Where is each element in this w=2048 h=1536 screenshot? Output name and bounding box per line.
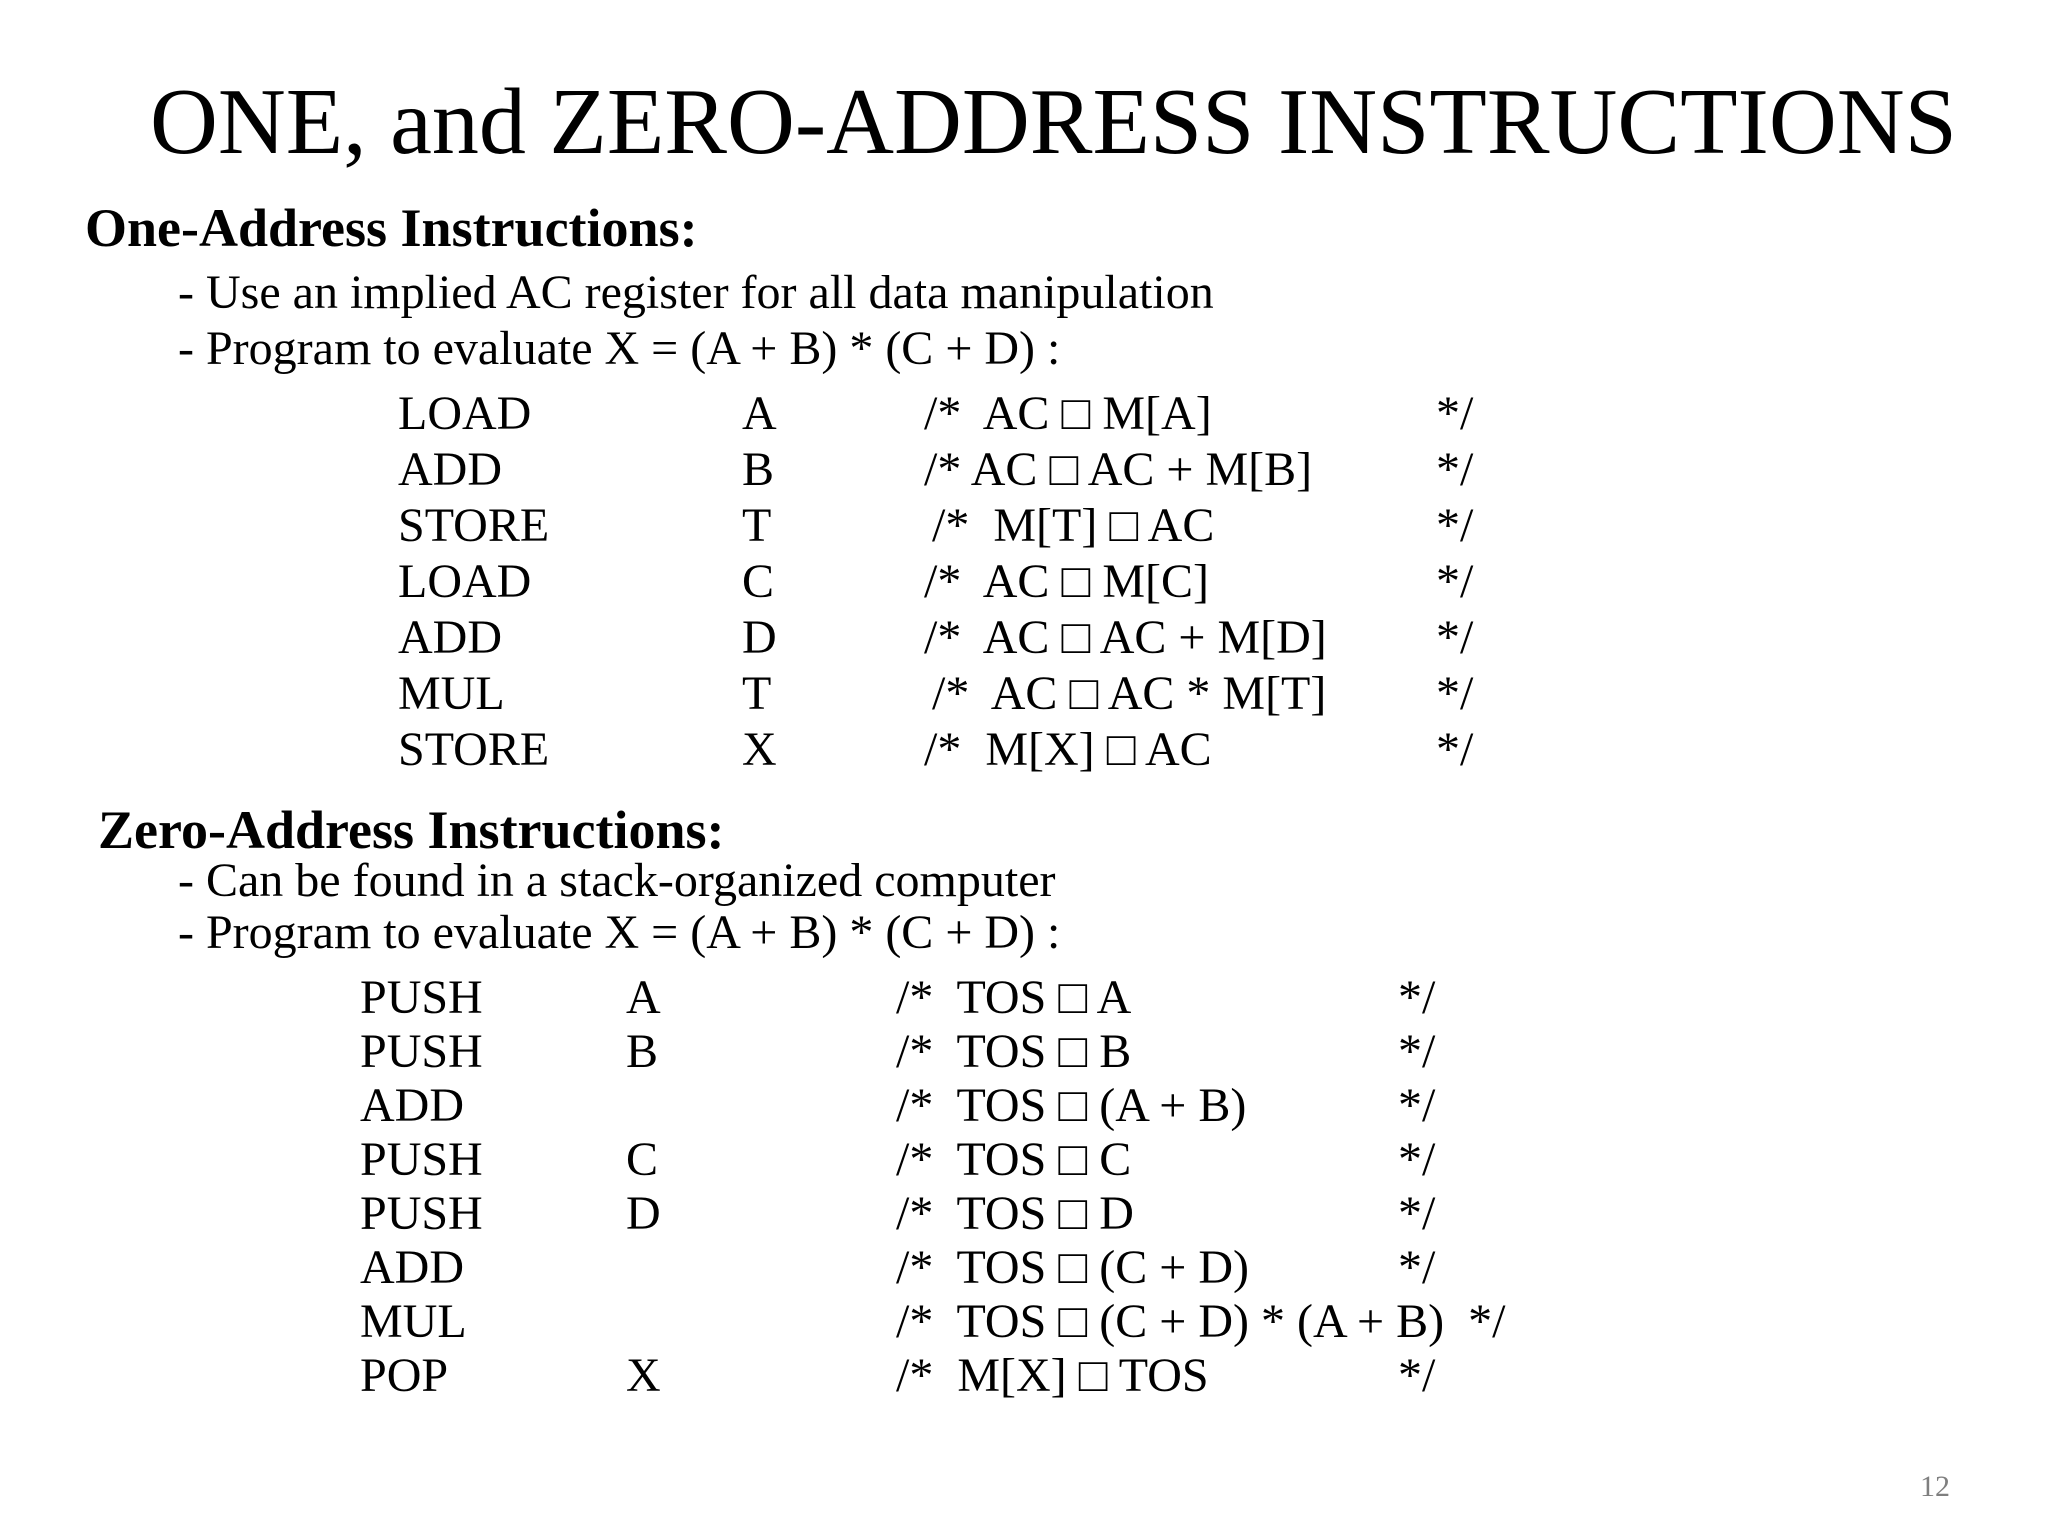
comment-end: */	[1398, 1079, 1436, 1132]
comment: /* AC □ AC + M[D]	[924, 611, 1327, 664]
zero-address-bullet-2: - Program to evaluate X = (A + B) * (C + D) :	[178, 906, 1061, 959]
operand: A	[626, 971, 661, 1024]
operand: A	[742, 387, 777, 440]
comment-end: */	[1436, 611, 1474, 664]
comment-end: */	[1436, 499, 1474, 552]
comment-end: */	[1398, 1025, 1436, 1078]
operand: X	[742, 723, 777, 776]
comment: /* M[T] □ AC	[932, 499, 1215, 552]
comment: /* TOS □ A	[896, 971, 1132, 1024]
comment-end: */	[1436, 443, 1474, 496]
opcode: PUSH	[360, 1133, 483, 1186]
comment-end: */	[1398, 1241, 1436, 1294]
operand: T	[742, 667, 772, 720]
operand: X	[626, 1349, 661, 1402]
opcode: LOAD	[398, 387, 532, 440]
opcode: MUL	[360, 1295, 467, 1348]
comment-end: */	[1436, 667, 1474, 720]
one-address-bullet-1: - Use an implied AC register for all data manipulation	[178, 266, 1214, 319]
opcode: MUL	[398, 667, 505, 720]
opcode: STORE	[398, 499, 550, 552]
comment: /* TOS □ D	[896, 1187, 1134, 1240]
comment-end: */	[1436, 723, 1474, 776]
zero-address-bullet-1: - Can be found in a stack-organized computer	[178, 854, 1056, 907]
operand: T	[742, 499, 772, 552]
operand: C	[742, 555, 775, 608]
comment-end: */	[1398, 971, 1436, 1024]
opcode: ADD	[398, 443, 502, 496]
page-number: 12	[1920, 1470, 1950, 1503]
operand: C	[626, 1133, 659, 1186]
zero-address-heading: Zero-Address Instructions:	[98, 800, 725, 860]
comment: /* TOS □ (C + D)	[896, 1241, 1249, 1294]
operand: B	[742, 443, 775, 496]
comment: /* TOS □ C	[896, 1133, 1132, 1186]
one-address-heading: One-Address Instructions:	[85, 198, 698, 258]
comment: /* M[X] □ TOS	[896, 1349, 1209, 1402]
comment: /* M[X] □ AC	[924, 723, 1212, 776]
comment: /* AC □ AC + M[B]	[924, 443, 1313, 496]
operand: B	[626, 1025, 659, 1078]
operand: D	[626, 1187, 661, 1240]
comment: /* TOS □ B	[896, 1025, 1132, 1078]
slide-title: ONE, and ZERO-ADDRESS INSTRUCTIONS	[150, 70, 1957, 174]
comment: /* TOS □ (C + D) * (A + B) */	[896, 1295, 1506, 1348]
opcode: PUSH	[360, 1187, 483, 1240]
comment: /* AC □ M[A]	[924, 387, 1212, 440]
operand: D	[742, 611, 777, 664]
comment: /* TOS □ (A + B)	[896, 1079, 1247, 1132]
opcode: ADD	[360, 1241, 464, 1294]
comment-end: */	[1398, 1133, 1436, 1186]
opcode: STORE	[398, 723, 550, 776]
opcode: PUSH	[360, 971, 483, 1024]
comment-end: */	[1398, 1349, 1436, 1402]
comment: /* AC □ M[C]	[924, 555, 1210, 608]
opcode: PUSH	[360, 1025, 483, 1078]
opcode: LOAD	[398, 555, 532, 608]
opcode: POP	[360, 1349, 449, 1402]
comment-end: */	[1398, 1187, 1436, 1240]
opcode: ADD	[398, 611, 502, 664]
comment-end: */	[1436, 555, 1474, 608]
comment-end: */	[1436, 387, 1474, 440]
one-address-bullet-2: - Program to evaluate X = (A + B) * (C + D) :	[178, 322, 1061, 375]
comment: /* AC □ AC * M[T]	[932, 667, 1327, 720]
opcode: ADD	[360, 1079, 464, 1132]
